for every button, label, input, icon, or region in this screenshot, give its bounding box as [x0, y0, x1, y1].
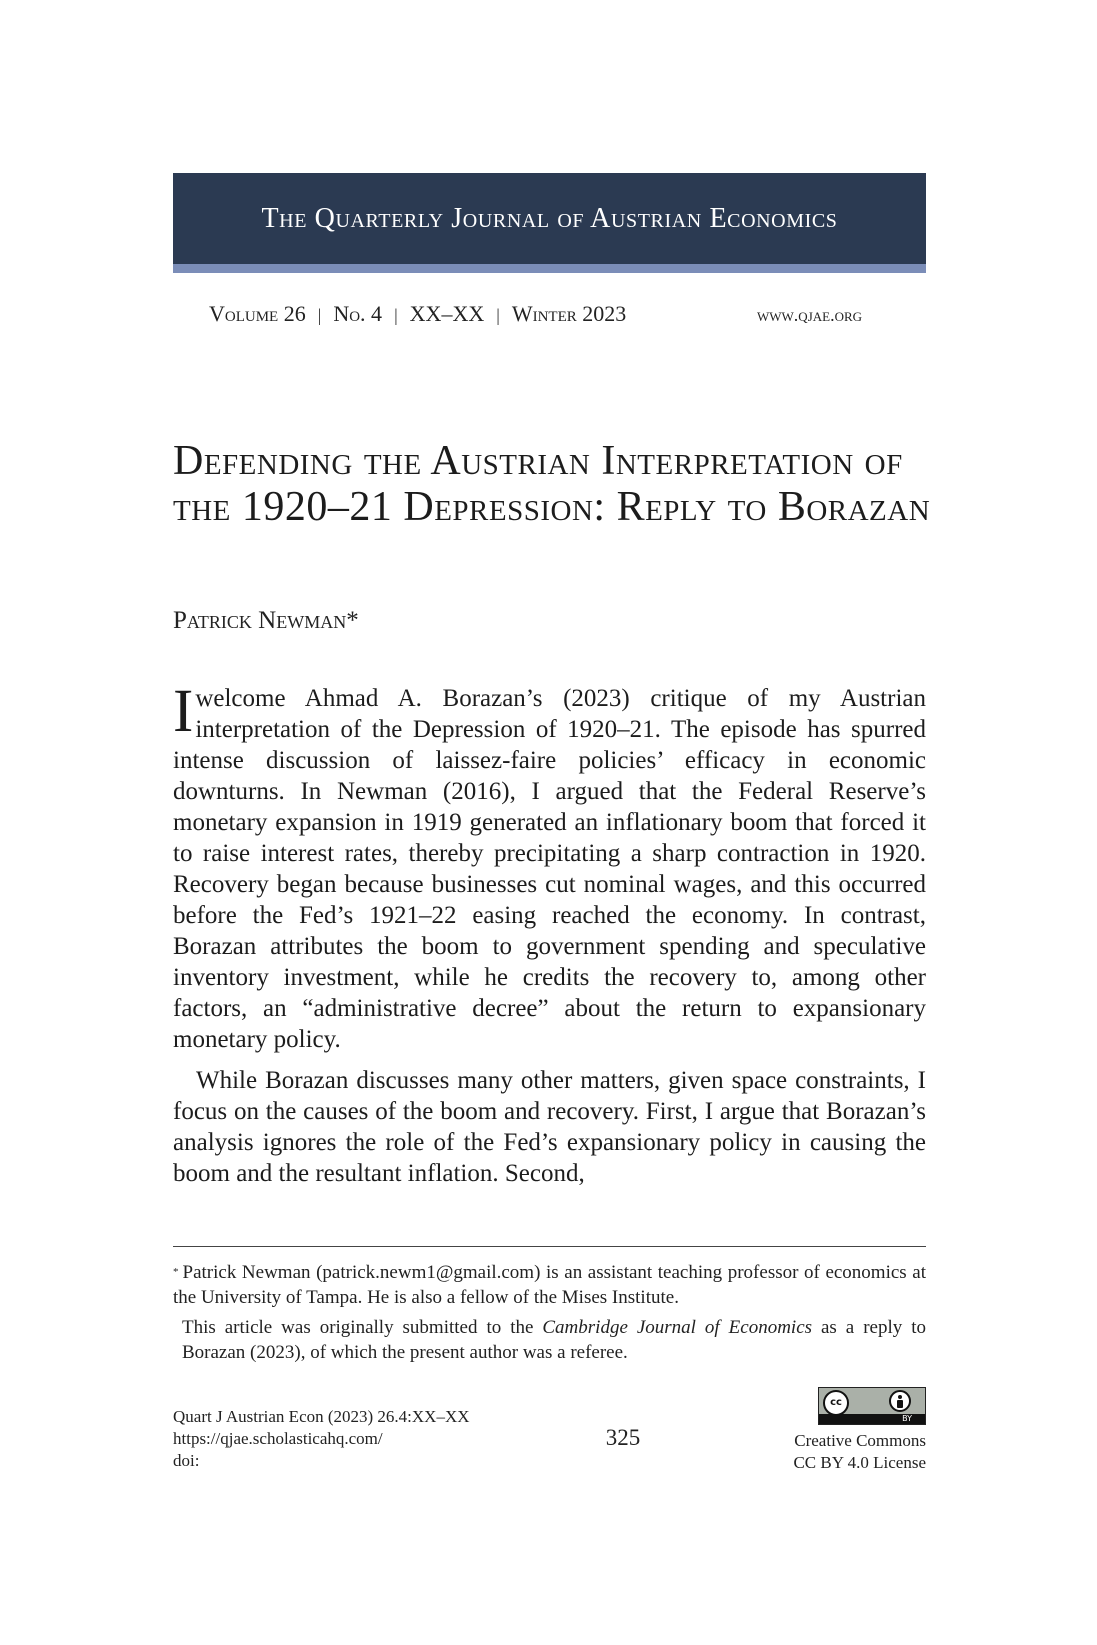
footnote-2-text-start: This article was originally submitted to the	[182, 1317, 543, 1338]
citation-line: Quart J Austrian Econ (2023) 26.4:XX–XX	[173, 1407, 470, 1426]
footnote-1	[173, 1260, 926, 1310]
page-range-label: XX–XX	[409, 301, 485, 326]
cc-icon: cc	[823, 1390, 849, 1416]
separator: |	[496, 305, 500, 325]
drop-cap: I	[173, 678, 194, 745]
footnote-rule	[173, 1246, 926, 1247]
citation-url[interactable]: https://qjae.scholasticahq.com/	[173, 1429, 383, 1448]
season-label: Winter 2023	[511, 301, 627, 326]
volume-label: Volume 26	[209, 301, 306, 326]
attribution-icon	[889, 1390, 911, 1412]
article-author: Patrick Newman*	[173, 607, 359, 634]
issue-info	[209, 301, 626, 327]
article-body	[173, 678, 926, 1189]
article-title: Defending the Austrian Interpretation of the 1920–21 Depression: Reply to Borazan	[173, 438, 931, 530]
footnote-2-text-end: as a reply to Borazan (2023), of which the present author was a referee.	[182, 1317, 926, 1363]
footnote-2-journal-name: Cambridge Journal of Economics	[542, 1317, 813, 1338]
badge-by-label: BY	[902, 1414, 912, 1423]
separator: |	[317, 305, 322, 325]
journal-website[interactable]: www.qjae.org	[757, 305, 863, 325]
footnote-marker: *	[173, 1266, 179, 1278]
cc-by-badge[interactable]	[818, 1387, 926, 1425]
license-line-1: Creative Commons	[794, 1431, 926, 1450]
page-number: 325	[605, 1425, 641, 1450]
paragraph-1-text: welcome Ahmad A. Borazan’s (2023) critique of my Austrian interpretation of the Depression of 1920–21. The episode has spurred intense discussion of laissez-faire policies’ efficacy in economic downturns. In Newman (2016), I argued that the Federal Reserve’s monetary expansion in 1919 generated an inflationary boom that forced it to raise interest rates, thereby precipitating a sharp contraction in 1920. Recovery began because businesses cut nominal wages, and this occurred before the Fed’s 1921–22 easing reached the economy. In contrast, Borazan attributes the boom to government spending and speculative inventory investment, while he credits the recovery to, among other factors, an “administrative decree” about the return to expansionary monetary policy.	[173, 685, 926, 1053]
paragraph-1	[173, 678, 926, 1055]
license-text	[746, 1430, 926, 1474]
journal-title: The Quarterly Journal of Austrian Economics	[261, 203, 838, 234]
citation-doi: doi:	[173, 1451, 200, 1470]
number-label: No. 4	[333, 301, 383, 326]
separator: |	[394, 305, 398, 325]
citation-block	[173, 1406, 470, 1472]
license-line-2: CC BY 4.0 License	[793, 1453, 926, 1472]
banner-stripe	[173, 264, 926, 273]
footnote-2	[173, 1315, 926, 1365]
paragraph-2: While Borazan discusses many other matters, given space constraints, I focus on the causes of the boom and recovery. First, I argue that Borazan’s analysis ignores the role of the Fed’s expansionary policy in causing the boom and the resultant inflation. Second,	[173, 1067, 926, 1187]
footnote-1-text: Patrick Newman (patrick.newm1@gmail.com) is an assistant teaching professor of economics at the University of Tampa. He is also a fellow of the Mises Institute.	[173, 1262, 926, 1308]
journal-banner	[173, 173, 926, 273]
